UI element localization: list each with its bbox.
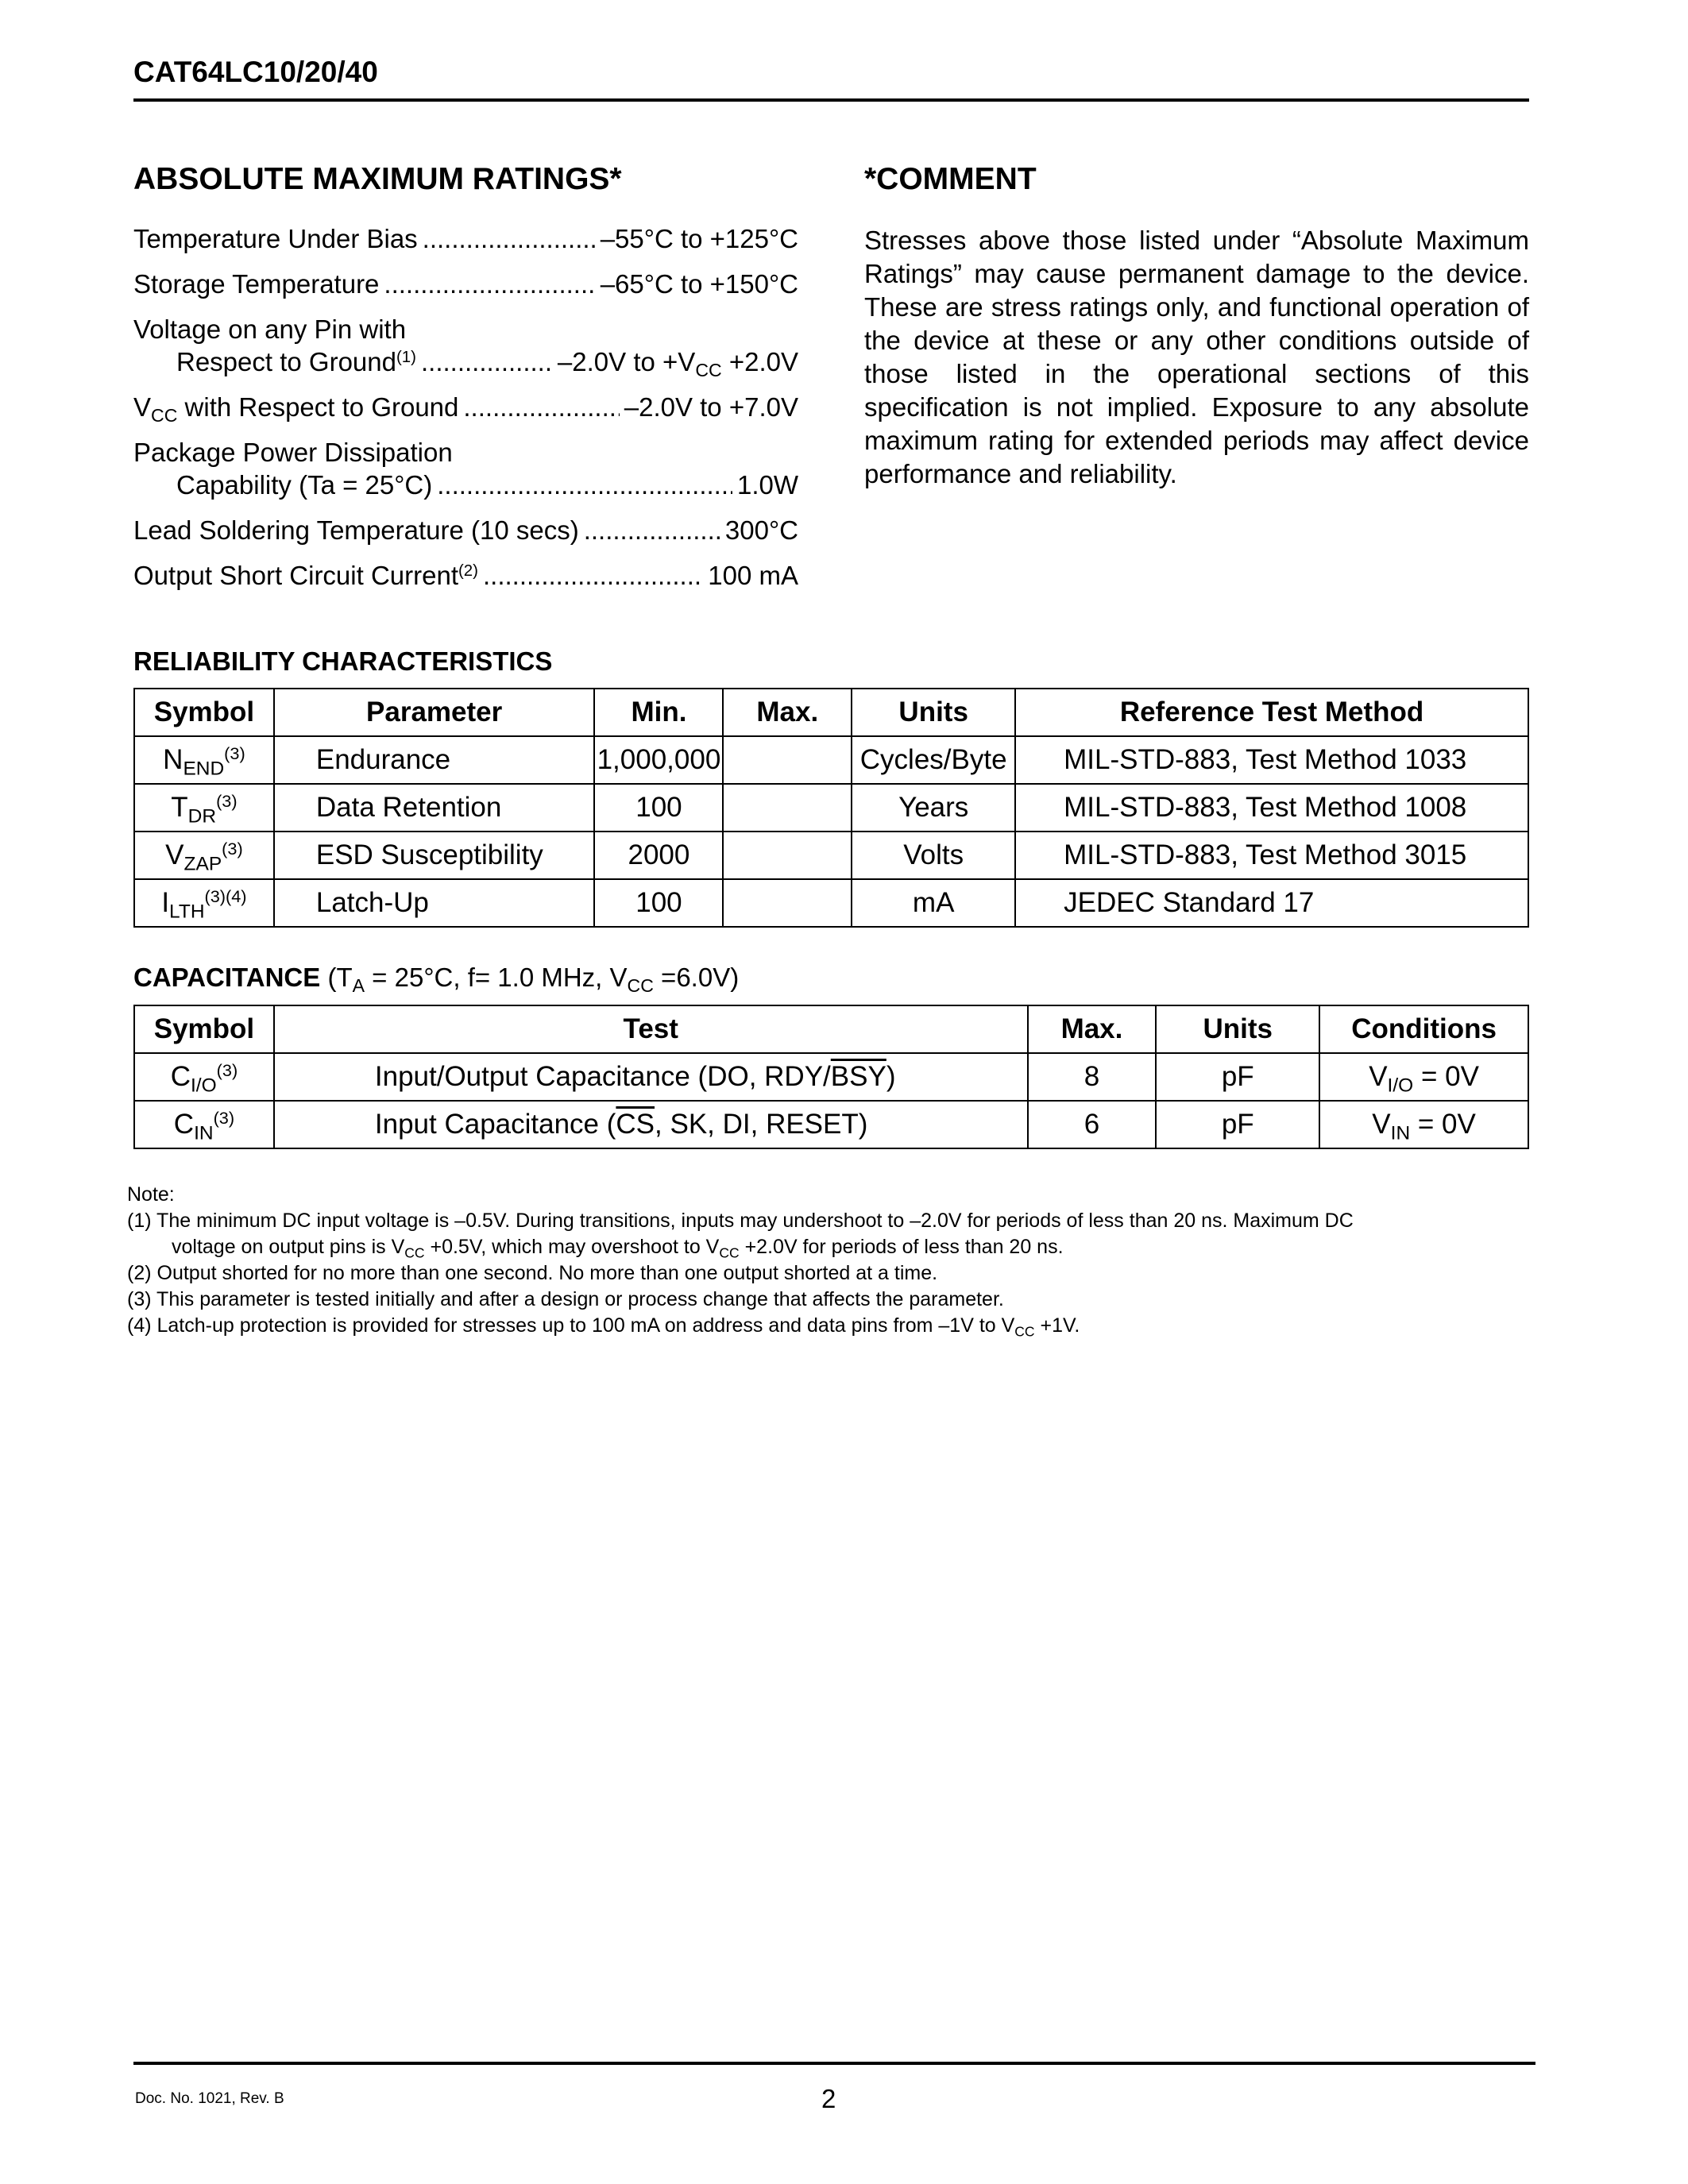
amr-value: –55°C to +125°C bbox=[600, 224, 798, 253]
amr-value: 100 mA bbox=[708, 561, 798, 590]
amr-title: ABSOLUTE MAXIMUM RATINGS* bbox=[133, 162, 622, 196]
comment-title: *COMMENT bbox=[864, 162, 1037, 196]
parameter-cell: Data Retention bbox=[274, 784, 595, 832]
header-rule bbox=[133, 98, 1529, 102]
leader-dots bbox=[423, 222, 596, 255]
amr-label: Storage Temperature bbox=[133, 269, 380, 299]
col-units: Units bbox=[1156, 1005, 1319, 1053]
col-symbol: Symbol bbox=[134, 1005, 274, 1053]
page-number: 2 bbox=[821, 2084, 836, 2113]
amr-row-short-circuit bbox=[133, 559, 798, 592]
test-cell: Input Capacitance ($\overline{CS}$, SK, DI, RESET) bbox=[274, 1101, 1028, 1148]
table-header-row bbox=[134, 689, 1528, 736]
amr-label: Lead Soldering Temperature (10 secs) bbox=[133, 515, 579, 545]
units-cell: mA bbox=[852, 879, 1015, 927]
capacitance-conditions: ($T_A = 25^\circ C$, f= 1.0 MHz, $V_{CC} =6.0V$) bbox=[327, 963, 740, 996]
col-parameter: Parameter bbox=[274, 689, 595, 736]
note-4: (4) Latch-up protection is provided for stresses up to 100 mA on address and data pins from –1V to $V_{CC} +1V$. bbox=[127, 1314, 1080, 1340]
amr-row-voltage-pin bbox=[133, 313, 798, 378]
amr-list bbox=[133, 222, 798, 604]
amr-label: Temperature Under Bias bbox=[133, 224, 418, 253]
units-cell: Volts bbox=[852, 832, 1015, 879]
symbol-cell: $C_{I/O}^{(3)}$ bbox=[134, 1053, 274, 1101]
col-max: Max. bbox=[1028, 1005, 1157, 1053]
symbol-cell: $C_{IN}^{(3)}$ bbox=[134, 1101, 274, 1148]
min-cell: 100 bbox=[594, 784, 723, 832]
doc-number: Doc. No. 1021, Rev. B bbox=[135, 2090, 284, 2107]
amr-row-vcc-ground bbox=[133, 391, 798, 426]
amr-label: Respect to Ground$^{(1)}$ bbox=[176, 347, 416, 376]
col-min: Min. bbox=[594, 689, 723, 736]
method-cell: MIL-STD-883, Test Method 3015 bbox=[1015, 832, 1528, 879]
reliability-table bbox=[133, 688, 1529, 928]
min-cell: 2000 bbox=[594, 832, 723, 879]
note-2: (2) Output shorted for no more than one second. No more than one output shorted at a time. bbox=[127, 1262, 938, 1284]
symbol-cell: $N_{END}^{(3)}$ bbox=[134, 736, 274, 784]
col-symbol: Symbol bbox=[134, 689, 274, 736]
parameter-cell: Latch-Up bbox=[274, 879, 595, 927]
leader-dots bbox=[437, 469, 732, 501]
symbol-cell: $V_{ZAP}^{(3)}$ bbox=[134, 832, 274, 879]
max-cell bbox=[723, 784, 852, 832]
units-cell: Cycles/Byte bbox=[852, 736, 1015, 784]
notes bbox=[127, 1182, 1557, 1339]
units-cell: pF bbox=[1156, 1101, 1319, 1148]
method-cell: JEDEC Standard 17 bbox=[1015, 879, 1528, 927]
col-method: Reference Test Method bbox=[1015, 689, 1528, 736]
capacitance-table bbox=[133, 1005, 1529, 1149]
max-cell: 8 bbox=[1028, 1053, 1157, 1101]
table-row bbox=[134, 784, 1528, 832]
col-max: Max. bbox=[723, 689, 852, 736]
amr-value: –65°C to +150°C bbox=[600, 269, 798, 299]
conditions-cell: $V_{I/O} = 0V$ bbox=[1319, 1053, 1528, 1101]
leader-dots bbox=[584, 514, 720, 546]
table-row bbox=[134, 879, 1528, 927]
amr-row-lead-soldering bbox=[133, 514, 798, 546]
document-header-title: CAT64LC10/20/40 bbox=[133, 56, 378, 88]
col-conditions: Conditions bbox=[1319, 1005, 1528, 1053]
amr-row-temp-bias bbox=[133, 222, 798, 255]
amr-value: –2.0V to $+V_{CC} +2.0V$ bbox=[557, 347, 798, 380]
amr-value: –2.0V to +7.0V bbox=[624, 392, 798, 422]
parameter-cell: Endurance bbox=[274, 736, 595, 784]
method-cell: MIL-STD-883, Test Method 1008 bbox=[1015, 784, 1528, 832]
amr-row-storage-temp bbox=[133, 268, 798, 300]
table-row bbox=[134, 1101, 1528, 1148]
table-row bbox=[134, 832, 1528, 879]
amr-label: Package Power Dissipation bbox=[133, 438, 453, 467]
amr-label: Output Short Circuit Current$^{(2)}$ bbox=[133, 561, 478, 590]
table-header-row bbox=[134, 1005, 1528, 1053]
parameter-cell: ESD Susceptibility bbox=[274, 832, 595, 879]
units-cell: Years bbox=[852, 784, 1015, 832]
notes-title: Note: bbox=[127, 1183, 175, 1206]
col-test: Test bbox=[274, 1005, 1028, 1053]
conditions-cell: $V_{IN} = 0V$ bbox=[1319, 1101, 1528, 1148]
leader-dots bbox=[463, 391, 619, 423]
table-row bbox=[134, 1053, 1528, 1101]
max-cell bbox=[723, 736, 852, 784]
comment-text: Stresses above those listed under “Absolute Maximum Ratings” may cause permanent damage to the device. These are stress ratings only, and functional operation of the device at these or any other conditions outside of those listed in the operational sections of this specification is not implied. Exposure to any absolute maximum rating for extended periods may affect device performance and reliability. bbox=[864, 226, 1529, 488]
method-cell: MIL-STD-883, Test Method 1033 bbox=[1015, 736, 1528, 784]
note-1: (1) The minimum DC input voltage is –0.5V. During transitions, inputs may undershoot to –2.0V for periods of less than 20 ns. Maximum DC voltage on output pins is $V_{CC} +0.5V$, which may overshoot to $V_{CC} +2.0V$ for periods of less than 20 ns. bbox=[127, 1210, 1354, 1261]
min-cell: 1,000,000 bbox=[594, 736, 723, 784]
max-cell: 6 bbox=[1028, 1101, 1157, 1148]
leader-dots bbox=[421, 345, 553, 378]
table-row bbox=[134, 736, 1528, 784]
reliability-title: RELIABILITY CHARACTERISTICS bbox=[133, 646, 553, 676]
amr-row-package-power bbox=[133, 436, 798, 501]
leader-dots bbox=[384, 268, 595, 300]
symbol-cell: $T_{DR}^{(3)}$ bbox=[134, 784, 274, 832]
footer-rule bbox=[133, 2062, 1535, 2065]
test-cell: Input/Output Capacitance (DO, RDY/$\overline{BSY}$) bbox=[274, 1053, 1028, 1101]
capacitance-title: CAPACITANCE ($T_A = 25^\circ C$, f= 1.0 MHz, $V_{CC} =6.0V$) bbox=[133, 963, 740, 996]
amr-value: 300°C bbox=[724, 515, 798, 545]
max-cell bbox=[723, 832, 852, 879]
min-cell: 100 bbox=[594, 879, 723, 927]
leader-dots bbox=[483, 559, 703, 592]
amr-label: Capability (Ta = 25°C) bbox=[176, 470, 433, 500]
amr-label: $V_{CC}$ with Respect to Ground bbox=[133, 392, 459, 426]
symbol-cell: $I_{LTH}^{(3)(4)}$ bbox=[134, 879, 274, 927]
max-cell bbox=[723, 879, 852, 927]
units-cell: pF bbox=[1156, 1053, 1319, 1101]
col-units: Units bbox=[852, 689, 1015, 736]
amr-value: 1.0W bbox=[736, 470, 798, 500]
amr-label: Voltage on any Pin with bbox=[133, 314, 407, 344]
note-3: (3) This parameter is tested initially and after a design or process change that affects the parameter. bbox=[127, 1288, 1004, 1310]
